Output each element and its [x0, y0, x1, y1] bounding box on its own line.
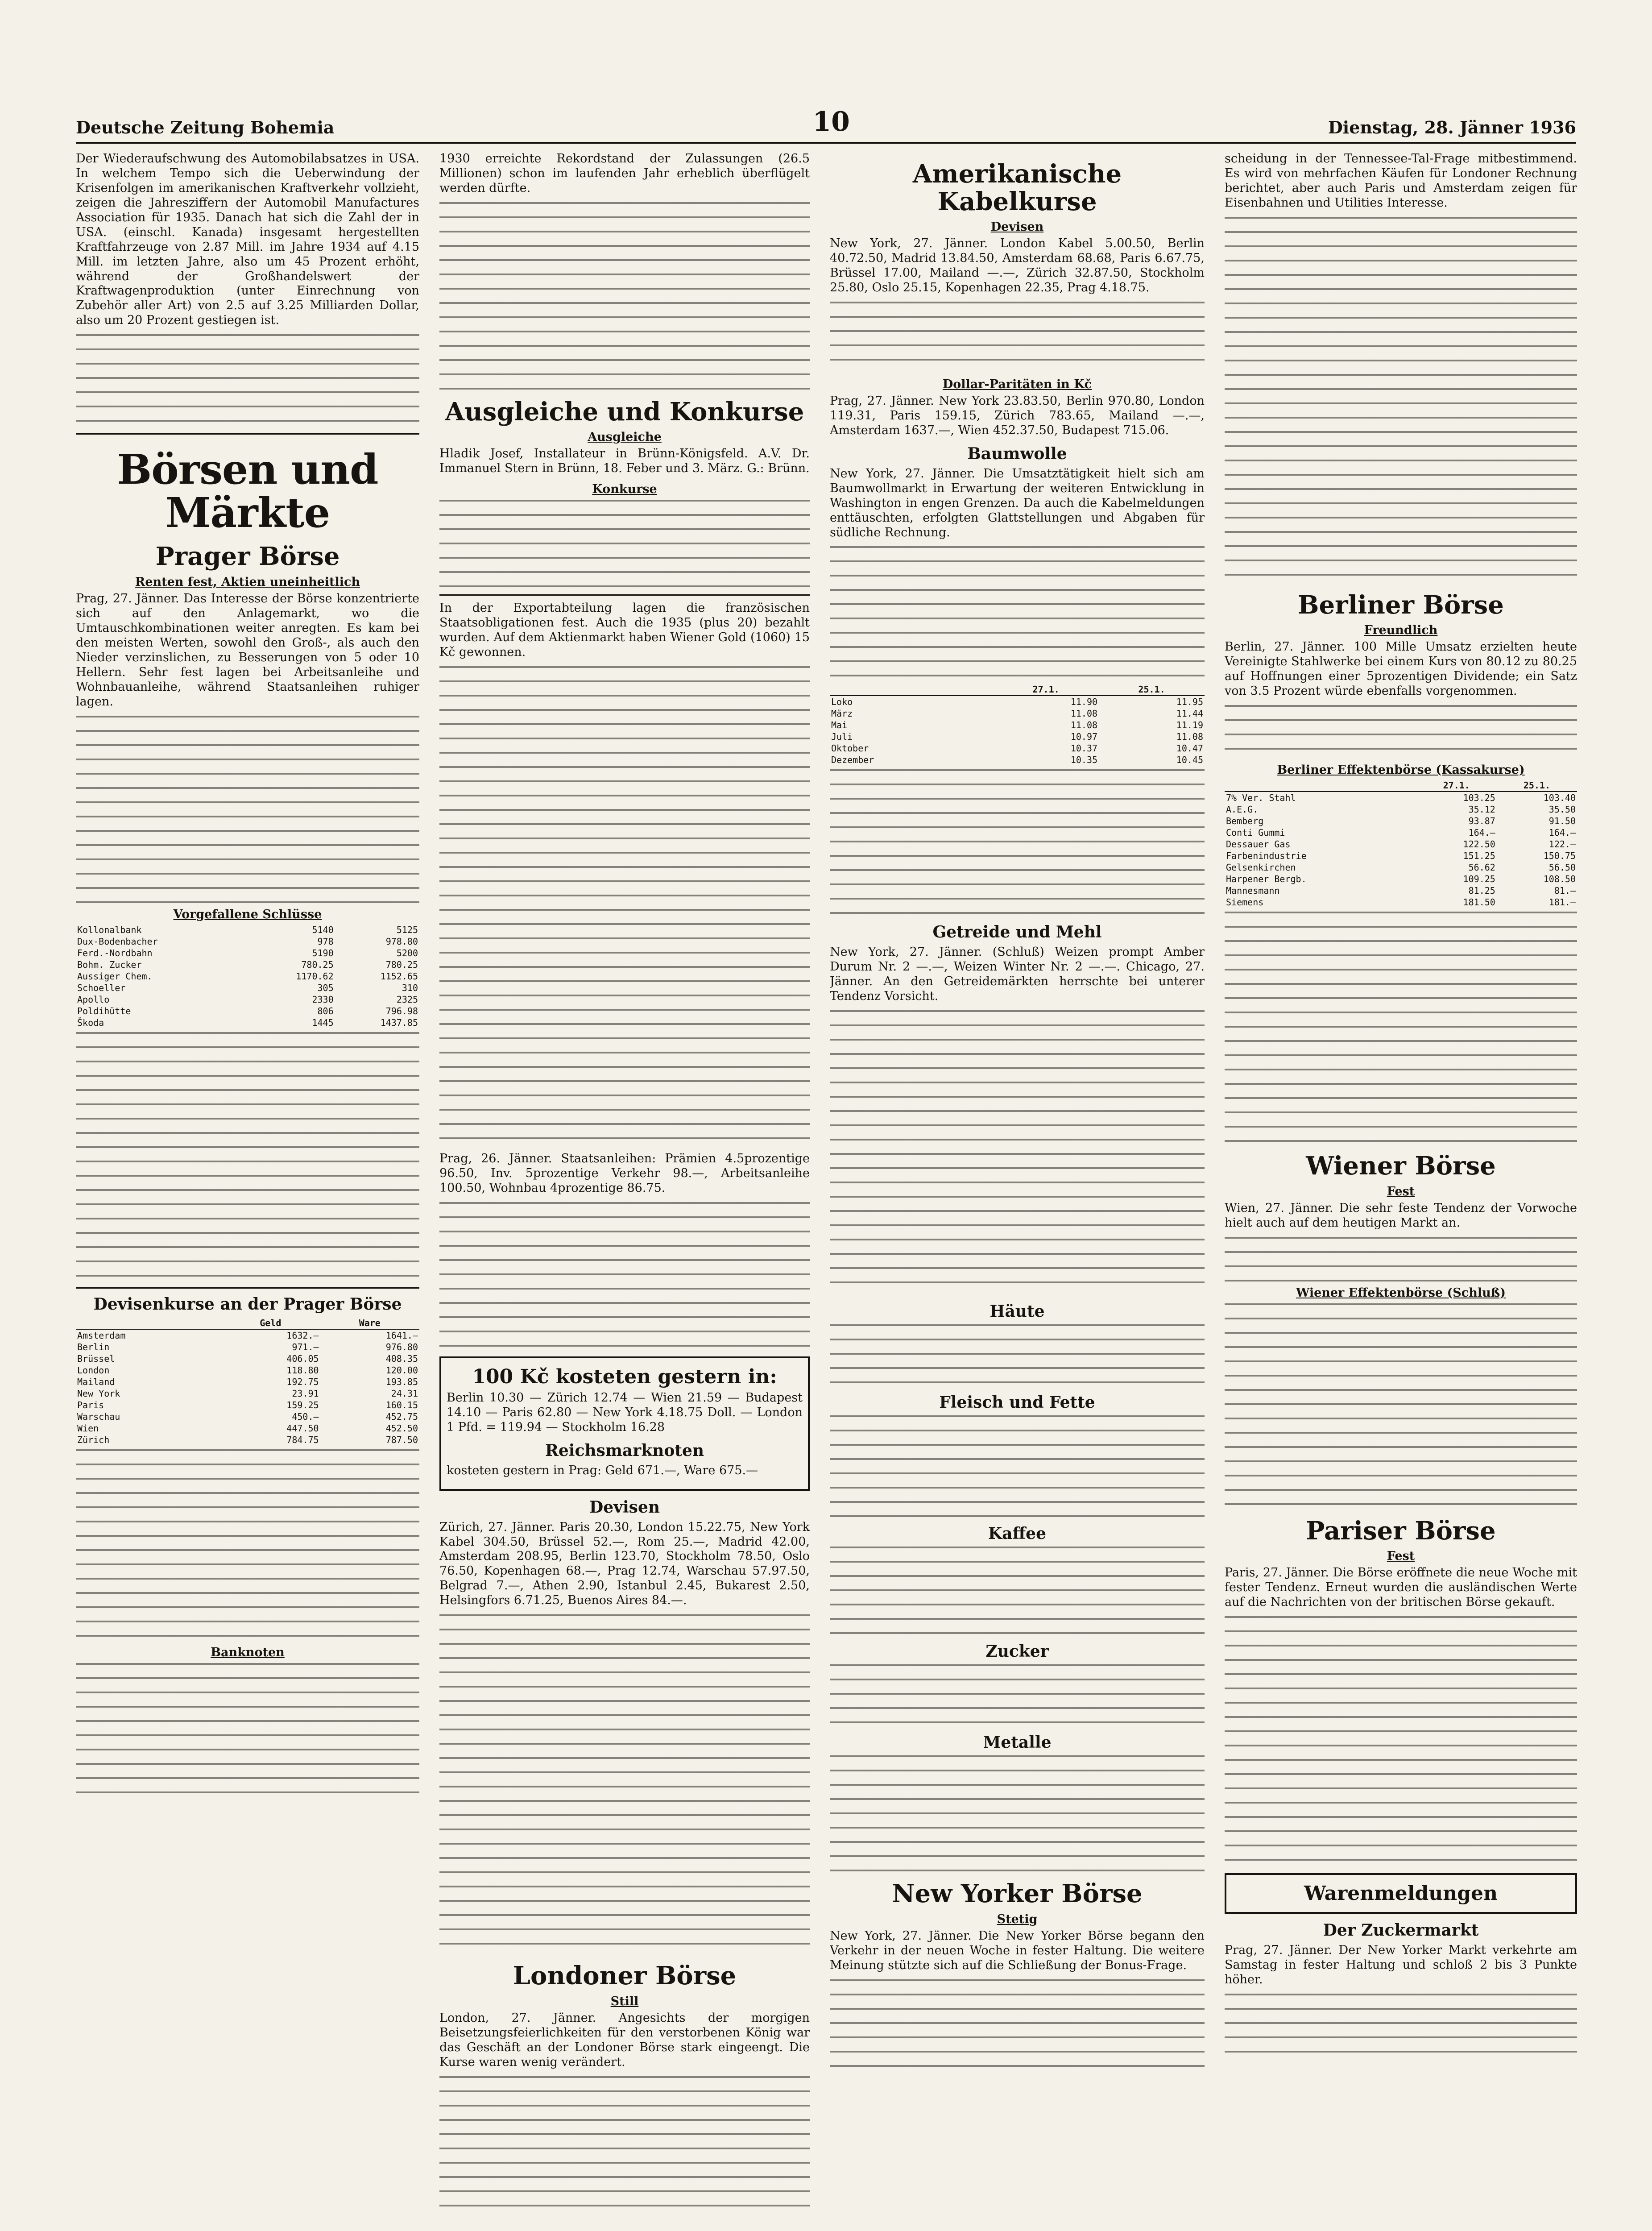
pariser-subheading: Fest	[1387, 1549, 1415, 1563]
cell: 5200	[396, 947, 418, 958]
londoner-text: London, 27. Jänner. Angesichts der morgigen Beisetzungsfeierlichkeiten für den verstorbenen König war das Geschäft an der Londoner Börse stark eingeengt. Die Kurse waren wenig verändert.	[439, 2011, 810, 2069]
nyboerse-text: New York, 27. Jänner. Die New Yorker Börse begann den Verkehr in der neuen Woche in fester Haltung. Die weitere Meinung stützte sich auf die Schließung der Bonus-Frage.	[830, 1928, 1205, 1972]
cell: 56.50	[1548, 862, 1576, 873]
cell: Oktober	[831, 743, 869, 754]
zuckermarkt-text: Prag, 27. Jänner. Der New Yorker Markt verkehrte am Samstag in fester Haltung und schloß 2 bis 3 Punkte höher.	[1225, 1943, 1577, 1986]
text-block	[76, 1663, 419, 1797]
dollar-heading: Dollar-Paritäten in Kč	[942, 377, 1092, 391]
table-row	[76, 924, 419, 936]
table-row	[76, 1376, 419, 1388]
stock-table-heading: Vorgefallene Schlüsse	[173, 907, 322, 921]
cell: Berlin	[77, 1341, 110, 1352]
text-block	[830, 1664, 1205, 1727]
cell: 978.80	[385, 936, 418, 947]
table-header	[830, 684, 1205, 696]
cell: Farbenindustrie	[1226, 850, 1307, 862]
table-row	[1225, 862, 1577, 873]
cell: Loko	[831, 697, 853, 708]
paper-name: Deutsche Zeitung Bohemia	[76, 117, 335, 137]
col-header	[76, 1317, 221, 1329]
col-header	[830, 684, 993, 696]
table-row	[1225, 815, 1577, 827]
pariser-text: Paris, 27. Jänner. Die Börse eröffnete die neue Woche mit fester Tendenz. Erneut wurden die ausländischen Werte auf die Nachrichten von der britischen Börse gekauft.	[1225, 1566, 1577, 1609]
londoner-heading: Londoner Börse	[513, 1961, 737, 1991]
table-row	[76, 947, 419, 959]
table-row	[76, 1388, 419, 1399]
wiener-text: Wien, 27. Jänner. Die sehr feste Tendenz der Vorwoche hielt auch auf dem heutigen Markt an.	[1225, 1201, 1577, 1230]
cell: 447.50	[286, 1422, 319, 1434]
baumwolle-text: New York, 27. Jänner. Die Umsatztätigkeit hielt sich am Baumwollmarkt in Erwartung der weiteren Entwicklung in Washington in engen Grenzen. Da auch die Kabelmeldungen enttäuschten, erfolgten Glattstellungen und Abgaben für südliche Rechnung.	[830, 466, 1205, 539]
cell: Dessauer Gas	[1226, 839, 1291, 850]
cell: 450.—	[292, 1411, 319, 1422]
cell: 408.35	[385, 1353, 418, 1364]
getreide-text: New York, 27. Jänner. (Schluß) Weizen prompt Amber Durum Nr. 2 —.—, Weizen Winter Nr. 2 —.—. Chicago, 27. Jänner. An den Getreidemärkten herrschte bei unterer Tendenz Vorsicht.	[830, 945, 1205, 1004]
cell: 120.00	[385, 1364, 418, 1376]
cell: 1641.—	[385, 1330, 418, 1341]
effekten-table	[1225, 780, 1577, 908]
cell: 1152.65	[380, 970, 418, 982]
cell: 7% Ver. Stahl	[1226, 792, 1296, 804]
ausgleiche-heading: Ausgleiche und Konkurse	[445, 397, 804, 427]
column-3	[830, 152, 1205, 2072]
issue-date: Dienstag, 28. Jänner 1936	[1328, 117, 1576, 137]
table-row	[1225, 792, 1577, 804]
cell: 784.75	[286, 1434, 319, 1445]
text-block	[830, 769, 1205, 916]
cell: 35.50	[1548, 804, 1576, 815]
cell: 5140	[312, 924, 334, 935]
cell: 5125	[396, 924, 418, 935]
table-row	[76, 994, 419, 1005]
table-row	[76, 970, 419, 982]
cell: 118.80	[286, 1364, 319, 1376]
cell: 11.95	[1176, 697, 1203, 708]
text-block	[1225, 1237, 1577, 1281]
cell: 978	[317, 936, 334, 947]
cell: 406.05	[286, 1353, 319, 1364]
wiener-subheading: Fest	[1387, 1184, 1415, 1198]
exchange-box	[439, 1356, 810, 1491]
cell: März	[831, 708, 853, 719]
cell: 181.—	[1548, 897, 1576, 908]
cell: 305	[317, 982, 334, 993]
cell: Dezember	[831, 755, 874, 766]
stock-table	[76, 924, 419, 1028]
cell: 164.—	[1548, 827, 1576, 838]
cell: 11.44	[1176, 708, 1203, 719]
cell: Mailand	[77, 1376, 115, 1387]
cell: Poldihütte	[77, 1005, 131, 1016]
text-block	[439, 666, 810, 1148]
table-row	[830, 731, 1205, 742]
table-row	[76, 1422, 419, 1434]
text-block	[76, 1449, 419, 1641]
cell: 1437.85	[380, 1017, 418, 1028]
cell: 10.47	[1176, 743, 1203, 754]
cell: Škoda	[77, 1017, 104, 1028]
text-block	[439, 500, 810, 589]
cell: 108.50	[1543, 874, 1576, 885]
table-row	[76, 1017, 419, 1028]
cell: 780.25	[301, 959, 334, 970]
cell: Aussiger Chem.	[77, 970, 153, 982]
cell: 976.80	[385, 1341, 418, 1352]
cell: 160.15	[385, 1399, 418, 1410]
cell: Bemberg	[1226, 816, 1264, 827]
cell: Zürich	[77, 1434, 110, 1445]
cell: 193.85	[385, 1376, 418, 1387]
cell: 1632.—	[286, 1330, 319, 1341]
col-header: 25.1.	[1099, 684, 1205, 696]
table-row	[1225, 838, 1577, 850]
auto-article: Der Wiederaufschwung des Automobilabsatzes in USA. In welchem Tempo sich die Ueberwindung der Krisenfolgen im amerikanischen Kraftverkehr vollzieht, zeigen die Jahresziffern der Automobil Manufactures Association für 1935. Danach hat sich die Zahl der in USA. (einschl. Kanada) insgesamt hergestellten Kraftfahrzeuge von 2.87 Mill. im Jahre 1934 auf 4.15 Mill. im letzten Jahre, also um 45 Prozent erhöht, während der Großhandelswert der Kraftwagenproduktion (unter Einrechnung von Zubehör aller Art) von 2.5 auf 3.25 Milliarden Dollar, also um 20 Prozent gestiegen ist.	[76, 152, 419, 328]
devisen-table	[76, 1317, 419, 1446]
haeute-heading: Häute	[990, 1302, 1045, 1321]
col-header: 25.1.	[1497, 780, 1577, 792]
cell: 971.—	[292, 1341, 319, 1352]
text-block	[830, 546, 1205, 680]
running-head	[76, 106, 1576, 144]
table-row	[76, 936, 419, 947]
text-block	[439, 1614, 810, 1953]
cell: 2325	[396, 994, 418, 1005]
cell: 11.08	[1070, 708, 1098, 719]
cell: 151.25	[1463, 850, 1495, 862]
cell: 452.75	[385, 1411, 418, 1422]
devisen2-heading: Devisen	[589, 1497, 660, 1517]
getreide-heading: Getreide und Mehl	[932, 923, 1102, 942]
table-row	[76, 982, 419, 994]
cell: Dux-Bodenbacher	[77, 936, 158, 947]
cell: 24.31	[391, 1388, 418, 1399]
text-block	[439, 1202, 810, 1349]
cell: Warschau	[77, 1411, 120, 1422]
text-block	[830, 1979, 1205, 2069]
table-row	[1225, 873, 1577, 885]
table-row	[76, 1411, 419, 1422]
cell: 181.50	[1463, 897, 1495, 908]
text-block	[830, 1324, 1205, 1387]
cell: 23.91	[292, 1388, 319, 1399]
table-row	[76, 1353, 419, 1364]
cell: Wien	[77, 1422, 99, 1434]
text-block	[1225, 912, 1577, 1144]
text-block	[76, 716, 419, 903]
hundred-heading: 100 Kč kosteten gestern in:	[472, 1365, 777, 1388]
cell: 150.75	[1543, 850, 1576, 862]
wiener-eff-heading: Wiener Effektenbörse (Schluß)	[1296, 1286, 1506, 1300]
prager-report: Prag, 27. Jänner. Das Interesse der Börse konzentrierte sich auf den Anlagemarkt, wo die Umtauschkombinationen weiter anregten. Es kam bei den meisten Werten, sowohl den Groß-, als auch den Nieder verzinslichen, zu Besserungen von 5 oder 10 Hellern. Sehr fest lagen bei Arbeitsanleihe und Wohnbauanleihe, während Staatsanleihen ruhiger lagen.	[76, 592, 419, 709]
fleisch-heading: Fleisch und Fette	[939, 1393, 1095, 1412]
cell: 122.—	[1548, 839, 1576, 850]
table-row	[76, 1434, 419, 1446]
cell: 81.—	[1554, 885, 1576, 896]
reichsmark-text: kosteten gestern in Prag: Geld 671.—, Ware 675.—	[447, 1463, 758, 1477]
cell: 11.08	[1070, 720, 1098, 731]
table-row	[830, 708, 1205, 719]
staatsanleihe-text: Prag, 26. Jänner. Staatsanleihen: Prämien 4.5prozentige 96.50, Inv. 5prozentige Verkehr 98.—, Arbeitsanleihe 100.50, Wohnbau 4prozentige 86.75.	[439, 1152, 810, 1195]
dollar-text: Prag, 27. Jänner. New York 23.83.50, Berlin 970.80, London 119.31, Paris 159.15, Zürich 783.65, Mailand —.—, Amsterdam 1637.—, Wien 452.37.50, Budapest 715.06.	[830, 394, 1205, 437]
table-row	[1225, 850, 1577, 862]
text-block	[830, 1415, 1205, 1518]
cell: Amsterdam	[77, 1330, 126, 1341]
effekten-heading: Berliner Effektenbörse (Kassakurse)	[1277, 763, 1525, 777]
londoner-subheading: Still	[610, 1994, 639, 2008]
waren-box	[1225, 1873, 1577, 1914]
cell: 1445	[312, 1017, 334, 1028]
cell: 2330	[312, 994, 334, 1005]
cell: Ferd.-Nordbahn	[77, 947, 153, 958]
berliner-subheading: Freundlich	[1364, 623, 1438, 638]
berliner-heading: Berliner Börse	[1298, 590, 1504, 620]
cell: Apollo	[77, 994, 110, 1005]
divider	[439, 594, 810, 596]
nyboerse-heading: New Yorker Börse	[892, 1879, 1143, 1909]
devisen-heading: Devisenkurse an der Prager Börse	[93, 1294, 402, 1314]
text-block	[439, 202, 810, 390]
table-row	[830, 742, 1205, 754]
cell: Siemens	[1226, 897, 1264, 908]
cell: 10.97	[1070, 731, 1098, 742]
baumwolle-heading: Baumwolle	[967, 444, 1067, 463]
berliner-text: Berlin, 27. Jänner. 100 Mille Umsatz erzielten heute Vereinigte Stahlwerke bei einem Kurs von 80.12 zu 80.25 auf Hoffnungen einer 5prozentigen Dividende; ein Satz von 3.5 Prozent würde ebenfalls vorgenommen.	[1225, 640, 1577, 698]
cell: 787.50	[385, 1434, 418, 1445]
text-block	[1225, 217, 1577, 583]
text-block	[830, 1010, 1205, 1296]
cell: 56.62	[1468, 862, 1495, 873]
banknoten-heading: Banknoten	[211, 1645, 285, 1659]
prager-subheading: Renten fest, Aktien uneinheitlich	[135, 575, 360, 589]
col-header: Ware	[320, 1317, 419, 1329]
cell: 11.08	[1176, 731, 1203, 742]
table-row	[76, 1399, 419, 1411]
cell: 780.25	[385, 959, 418, 970]
table-row	[1225, 885, 1577, 896]
kabel-text: New York, 27. Jänner. London Kabel 5.00.50, Berlin 40.72.50, Madrid 13.84.50, Amsterdam 68.68, Paris 6.67.75, Brüssel 17.00, Mailand —.—, Zürich 32.87.50, Stockholm 25.80, Oslo 25.15, Kopenhagen 22.35, Prag 4.18.75.	[830, 236, 1205, 294]
cell: Mannesmann	[1226, 885, 1280, 896]
cell: Schoeller	[77, 982, 126, 993]
nyboerse-subheading: Stetig	[997, 1912, 1038, 1926]
cell: 452.50	[385, 1422, 418, 1434]
cell: 10.45	[1176, 755, 1203, 766]
cell: 11.90	[1070, 697, 1098, 708]
konkurse-subheading: Konkurse	[592, 482, 657, 497]
cell: 5190	[312, 947, 334, 958]
cell: 10.35	[1070, 755, 1098, 766]
cell: 10.37	[1070, 743, 1098, 754]
kabel-subheading: Devisen	[990, 220, 1044, 234]
table-row	[830, 696, 1205, 708]
hundred-text: Berlin 10.30 — Zürich 12.74 — Wien 21.59 — Budapest 14.10 — Paris 62.80 — New York 4.18.75 Doll. — London 1 Pfd. = 119.94 — Stockholm 16.28	[447, 1390, 803, 1434]
text-block	[830, 302, 1205, 373]
pariser-heading: Pariser Börse	[1306, 1516, 1496, 1546]
divider	[76, 433, 419, 435]
text-block	[830, 1755, 1205, 1871]
table-header	[1225, 780, 1577, 792]
table-row	[76, 1005, 419, 1017]
top-text: scheidung in der Tennessee-Tal-Frage mitbestimmend. Es wird von mehrfachen Käufen für Londoner Rechnung berichtet, aber auch Paris und Amsterdam zeigen für Eisenbahnen und Utilities Interesse.	[1225, 152, 1577, 210]
text-block	[439, 2076, 810, 2210]
cell: 159.25	[286, 1399, 319, 1410]
cell: 122.50	[1463, 839, 1495, 850]
cotton-table	[830, 684, 1205, 766]
table-row	[76, 1364, 419, 1376]
column-1	[76, 152, 419, 1800]
devisen2-text: Zürich, 27. Jänner. Paris 20.30, London 15.22.75, New York Kabel 304.50, Brüssel 52.—, Rom 25.—, Madrid 42.00, Amsterdam 208.95, Berlin 123.70, Stockholm 78.50, Oslo 76.50, Kopenhagen 68.—, Prag 12.74, Warschau 57.97.50, Belgrad 7.—, Athen 2.90, Istanbul 2.45, Bukarest 2.50, Helsingfors 6.71.25, Buenos Aires 84.—.	[439, 1520, 810, 1608]
text-block	[1225, 705, 1577, 759]
text-block	[1225, 1303, 1577, 1509]
cell: 81.25	[1468, 885, 1495, 896]
prager-heading: Prager Börse	[155, 542, 340, 572]
cell: 91.50	[1548, 816, 1576, 827]
ausgleiche-text: Hladik Josef, Installateur in Brünn-Königsfeld. A.V. Dr. Immanuel Stern in Brünn, 18. Feber und 3. März. G.: Brünn.	[439, 447, 810, 476]
table-header	[76, 1317, 419, 1329]
table-row	[830, 719, 1205, 731]
cell: Kollonalbank	[77, 924, 142, 935]
section-title: Börsen und Märkte	[117, 445, 378, 537]
cell: 806	[317, 1005, 334, 1016]
cell: 11.19	[1176, 720, 1203, 731]
cell: 103.40	[1543, 792, 1576, 804]
cell: 103.25	[1463, 792, 1495, 804]
cell: A.E.G.	[1226, 804, 1259, 815]
table-row	[76, 1341, 419, 1353]
divider	[76, 1287, 419, 1289]
wiener-heading: Wiener Börse	[1306, 1151, 1496, 1181]
cell: 164.—	[1468, 827, 1495, 838]
cell: 796.98	[385, 1005, 418, 1016]
text-block	[1225, 1994, 1577, 2061]
text-block	[76, 1032, 419, 1282]
cell: London	[77, 1364, 110, 1376]
cell: Mai	[831, 720, 848, 731]
cell: Harpener Bergb.	[1226, 874, 1307, 885]
table-row	[1225, 896, 1577, 908]
cell: 1170.62	[296, 970, 334, 982]
kaffee-heading: Kaffee	[988, 1524, 1046, 1543]
table-row	[76, 959, 419, 970]
column-4	[1225, 152, 1577, 2064]
cell: Juli	[831, 731, 853, 742]
waren-heading: Warenmeldungen	[1304, 1882, 1498, 1905]
col-header: 27.1.	[1416, 780, 1497, 792]
text-block	[1225, 1616, 1577, 1866]
table-row	[1225, 827, 1577, 838]
col-header: 27.1.	[993, 684, 1099, 696]
export-text: In der Exportabteilung lagen die französischen Staatsobligationen fest. Auch die 1935 (plus 20) bezahlt wurden. Auf dem Aktienmarkt haben Wiener Gold (1060) 15 Kč gewonnen.	[439, 601, 810, 659]
column-2	[439, 152, 810, 2214]
table-row	[830, 754, 1205, 766]
metalle-heading: Metalle	[983, 1733, 1052, 1752]
ausgleiche-subheading: Ausgleiche	[588, 430, 662, 444]
cell: Paris	[77, 1399, 104, 1410]
table-row	[1225, 804, 1577, 815]
rubber-article: 1930 erreichte Rekordstand der Zulassungen (26.5 Millionen) schon im laufenden Jahr erheblich überflügelt werden dürfte.	[439, 152, 810, 195]
table-row	[76, 1329, 419, 1341]
col-header	[1225, 780, 1416, 792]
cell: Brüssel	[77, 1353, 115, 1364]
cell: 35.12	[1468, 804, 1495, 815]
zuckermarkt-heading: Der Zuckermarkt	[1323, 1920, 1479, 1940]
col-header: Geld	[221, 1317, 320, 1329]
text-block	[830, 1547, 1205, 1636]
cell: 109.25	[1463, 874, 1495, 885]
cell: 93.87	[1468, 816, 1495, 827]
zucker-heading: Zucker	[985, 1642, 1049, 1661]
cell: Conti Gummi	[1226, 827, 1285, 838]
kabel-heading: Amerikanische Kabelkurse	[912, 159, 1122, 216]
cell: Gelsenkirchen	[1226, 862, 1296, 873]
text-block	[76, 334, 419, 428]
reichsmark-heading: Reichsmarknoten	[545, 1441, 704, 1460]
cell: New York	[77, 1388, 120, 1399]
page-number: 10	[812, 106, 850, 137]
cell: 192.75	[286, 1376, 319, 1387]
cell: Bohm. Zucker	[77, 959, 142, 970]
cell: 310	[402, 982, 418, 993]
